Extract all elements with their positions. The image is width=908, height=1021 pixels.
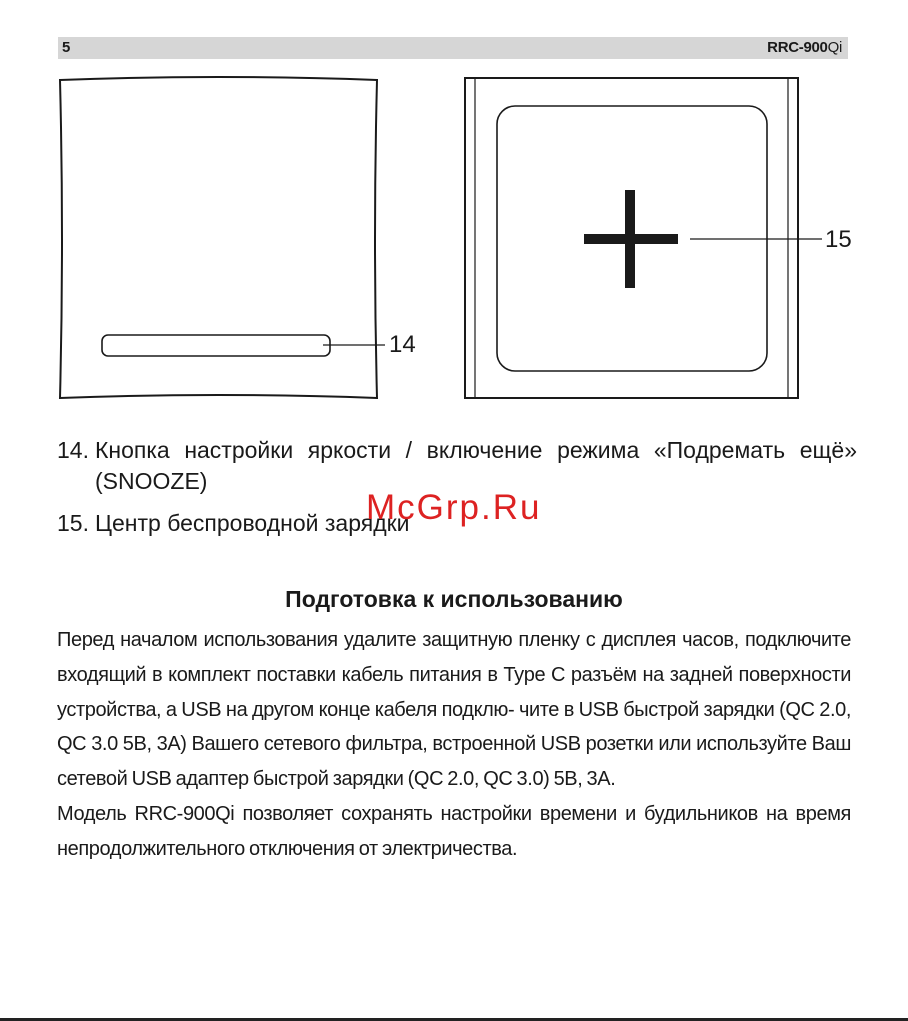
- section-title: Подготовка к использованию: [285, 586, 623, 612]
- callout-label-15: 15: [825, 226, 852, 253]
- device-charger-view: [465, 78, 822, 398]
- model-name-bold: RRC-900: [767, 39, 828, 56]
- list-item-number: 14.: [57, 437, 89, 463]
- plus-icon: [584, 190, 678, 288]
- model-name-suffix: Qi: [827, 39, 842, 56]
- device-front-view: [60, 77, 385, 398]
- paragraph-memory: Модель RRC-900Qi позволяет сохранять настройки времени и будильников на время непродолжительного отключения от электричества.: [57, 802, 851, 860]
- list-item-text: Центр беспроводной зарядки: [95, 510, 410, 536]
- list-item-number: 15.: [57, 510, 89, 536]
- paragraph-preparation: Перед началом использования удалите защитную пленку с дисплея часов, подключите входящий в комплект поставки кабель питания в Type C разъём на задней поверхности устройства, а USB на другом конце кабеля подклю- чите в USB быстрой зарядки (QC 2.0, QC 3.0 5В, 3А) Вашего сетевого фильтра, встроенной USB розетки или используйте Ваш сетевой USB адаптер быстрой зарядки (QC 2.0, QC 3.0) 5В, 3А.: [57, 629, 851, 791]
- snooze-button-outline: [102, 335, 330, 356]
- page-number: 5: [62, 39, 71, 56]
- callout-label-14: 14: [389, 331, 416, 358]
- body-text: [57, 623, 851, 867]
- list-item-text-continued: (SNOOZE): [95, 468, 208, 494]
- watermark-text: McGrp.Ru: [366, 488, 542, 527]
- device-illustration: [0, 0, 908, 420]
- list-item-text: Кнопка настройки яркости / включение режима «Подремать ещё»: [95, 437, 857, 463]
